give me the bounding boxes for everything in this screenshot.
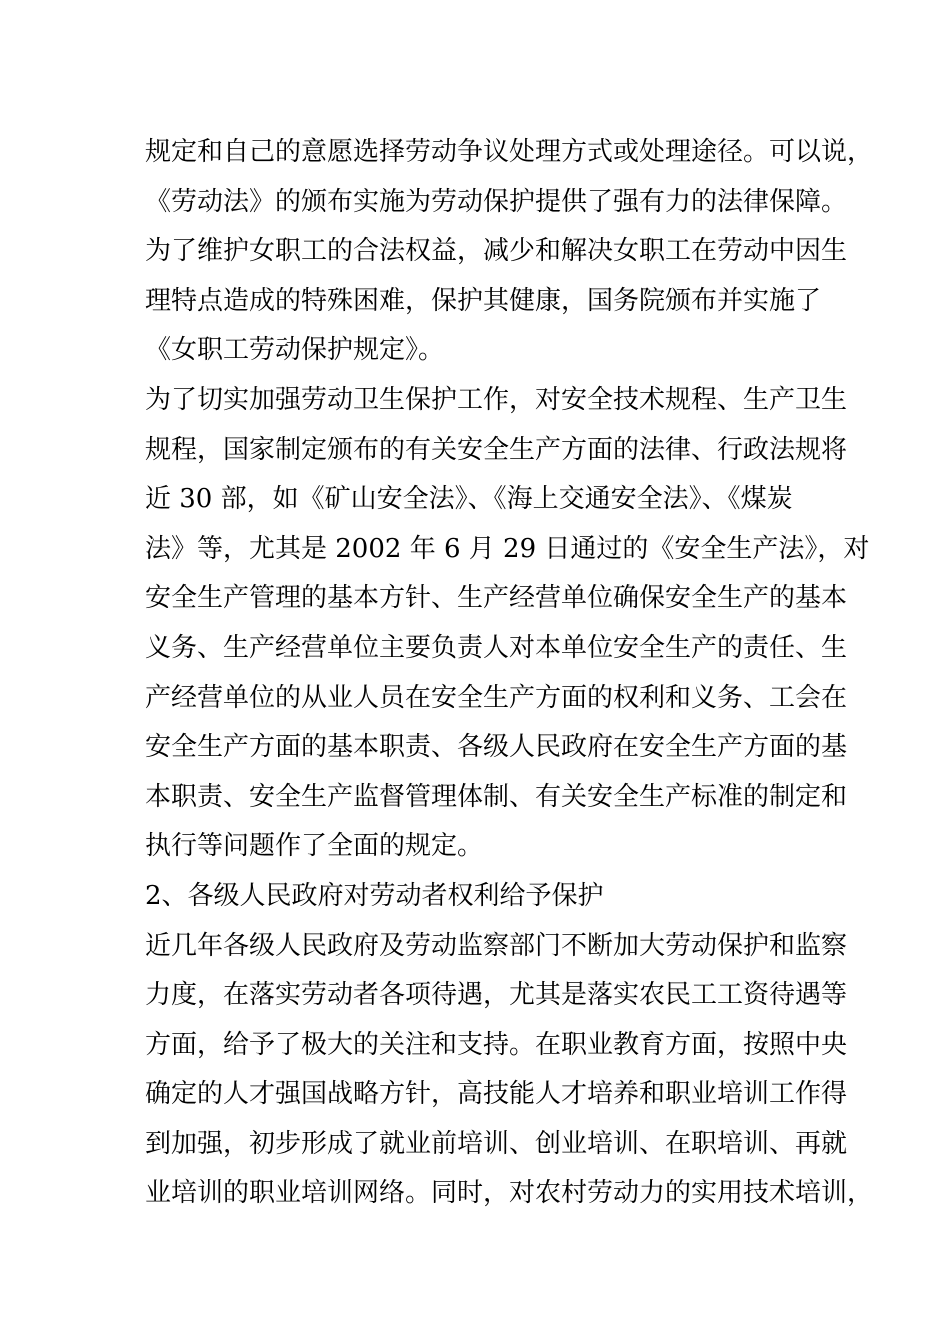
text-line: 安全生产方面的基本职责、各级人民政府在安全生产方面的基 [145,732,848,763]
text-line: 《女职工劳动保护规定》。 [145,335,445,366]
text-line: 到加强，初步形成了就业前培训、创业培训、在职培训、再就 [145,1128,848,1159]
text-line: 产经营单位的从业人员在安全生产方面的权利和义务、工会在 [145,682,848,713]
text-line: 理特点造成的特殊困难，保护其健康，国务院颁布并实施了 [145,285,822,316]
text-line: 确定的人才强国战略方针，高技能人才培养和职业培训工作得 [145,1079,848,1110]
text-line: 义务、生产经营单位主要负责人对本单位安全生产的责任、生 [145,632,848,663]
text-line: 业培训的职业培训网络。同时，对农村劳动力的实用技术培训， [145,1178,874,1209]
text-line: 执行等问题作了全面的规定。 [145,831,484,862]
text-line: 近几年各级人民政府及劳动监察部门不断加大劳动保护和监察 [145,930,848,961]
text-line: 规程，国家制定颁布的有关安全生产方面的法律、行政法规将 [145,434,848,465]
section-heading: 2、各级人民政府对劳动者权利给予保护 [145,880,604,911]
text-line: 近 30 部，如《矿山安全法》、《海上交通安全法》、《煤炭 [145,484,793,515]
text-line: 《劳动法》的颁布实施为劳动保护提供了强有力的法律保障。 [145,186,848,217]
text-line: 法》等，尤其是 2002 年 6 月 29 日通过的《安全生产法》，对 [145,533,870,564]
document-body [145,128,874,1219]
text-line: 本职责、安全生产监督管理体制、有关安全生产标准的制定和 [145,781,848,812]
text-line: 为了切实加强劳动卫生保护工作，对安全技术规程、生产卫生 [145,384,848,415]
text-line: 规定和自己的意愿选择劳动争议处理方式或处理途径。可以说， [145,137,874,167]
text-line: 方面，给予了极大的关注和支持。在职业教育方面，按照中央 [145,1029,848,1060]
text-line: 安全生产管理的基本方针、生产经营单位确保安全生产的基本 [145,583,848,614]
text-line: 为了维护女职工的合法权益，减少和解决女职工在劳动中因生 [145,236,848,267]
text-line: 力度，在落实劳动者各项待遇，尤其是落实农民工工资待遇等 [145,980,848,1011]
